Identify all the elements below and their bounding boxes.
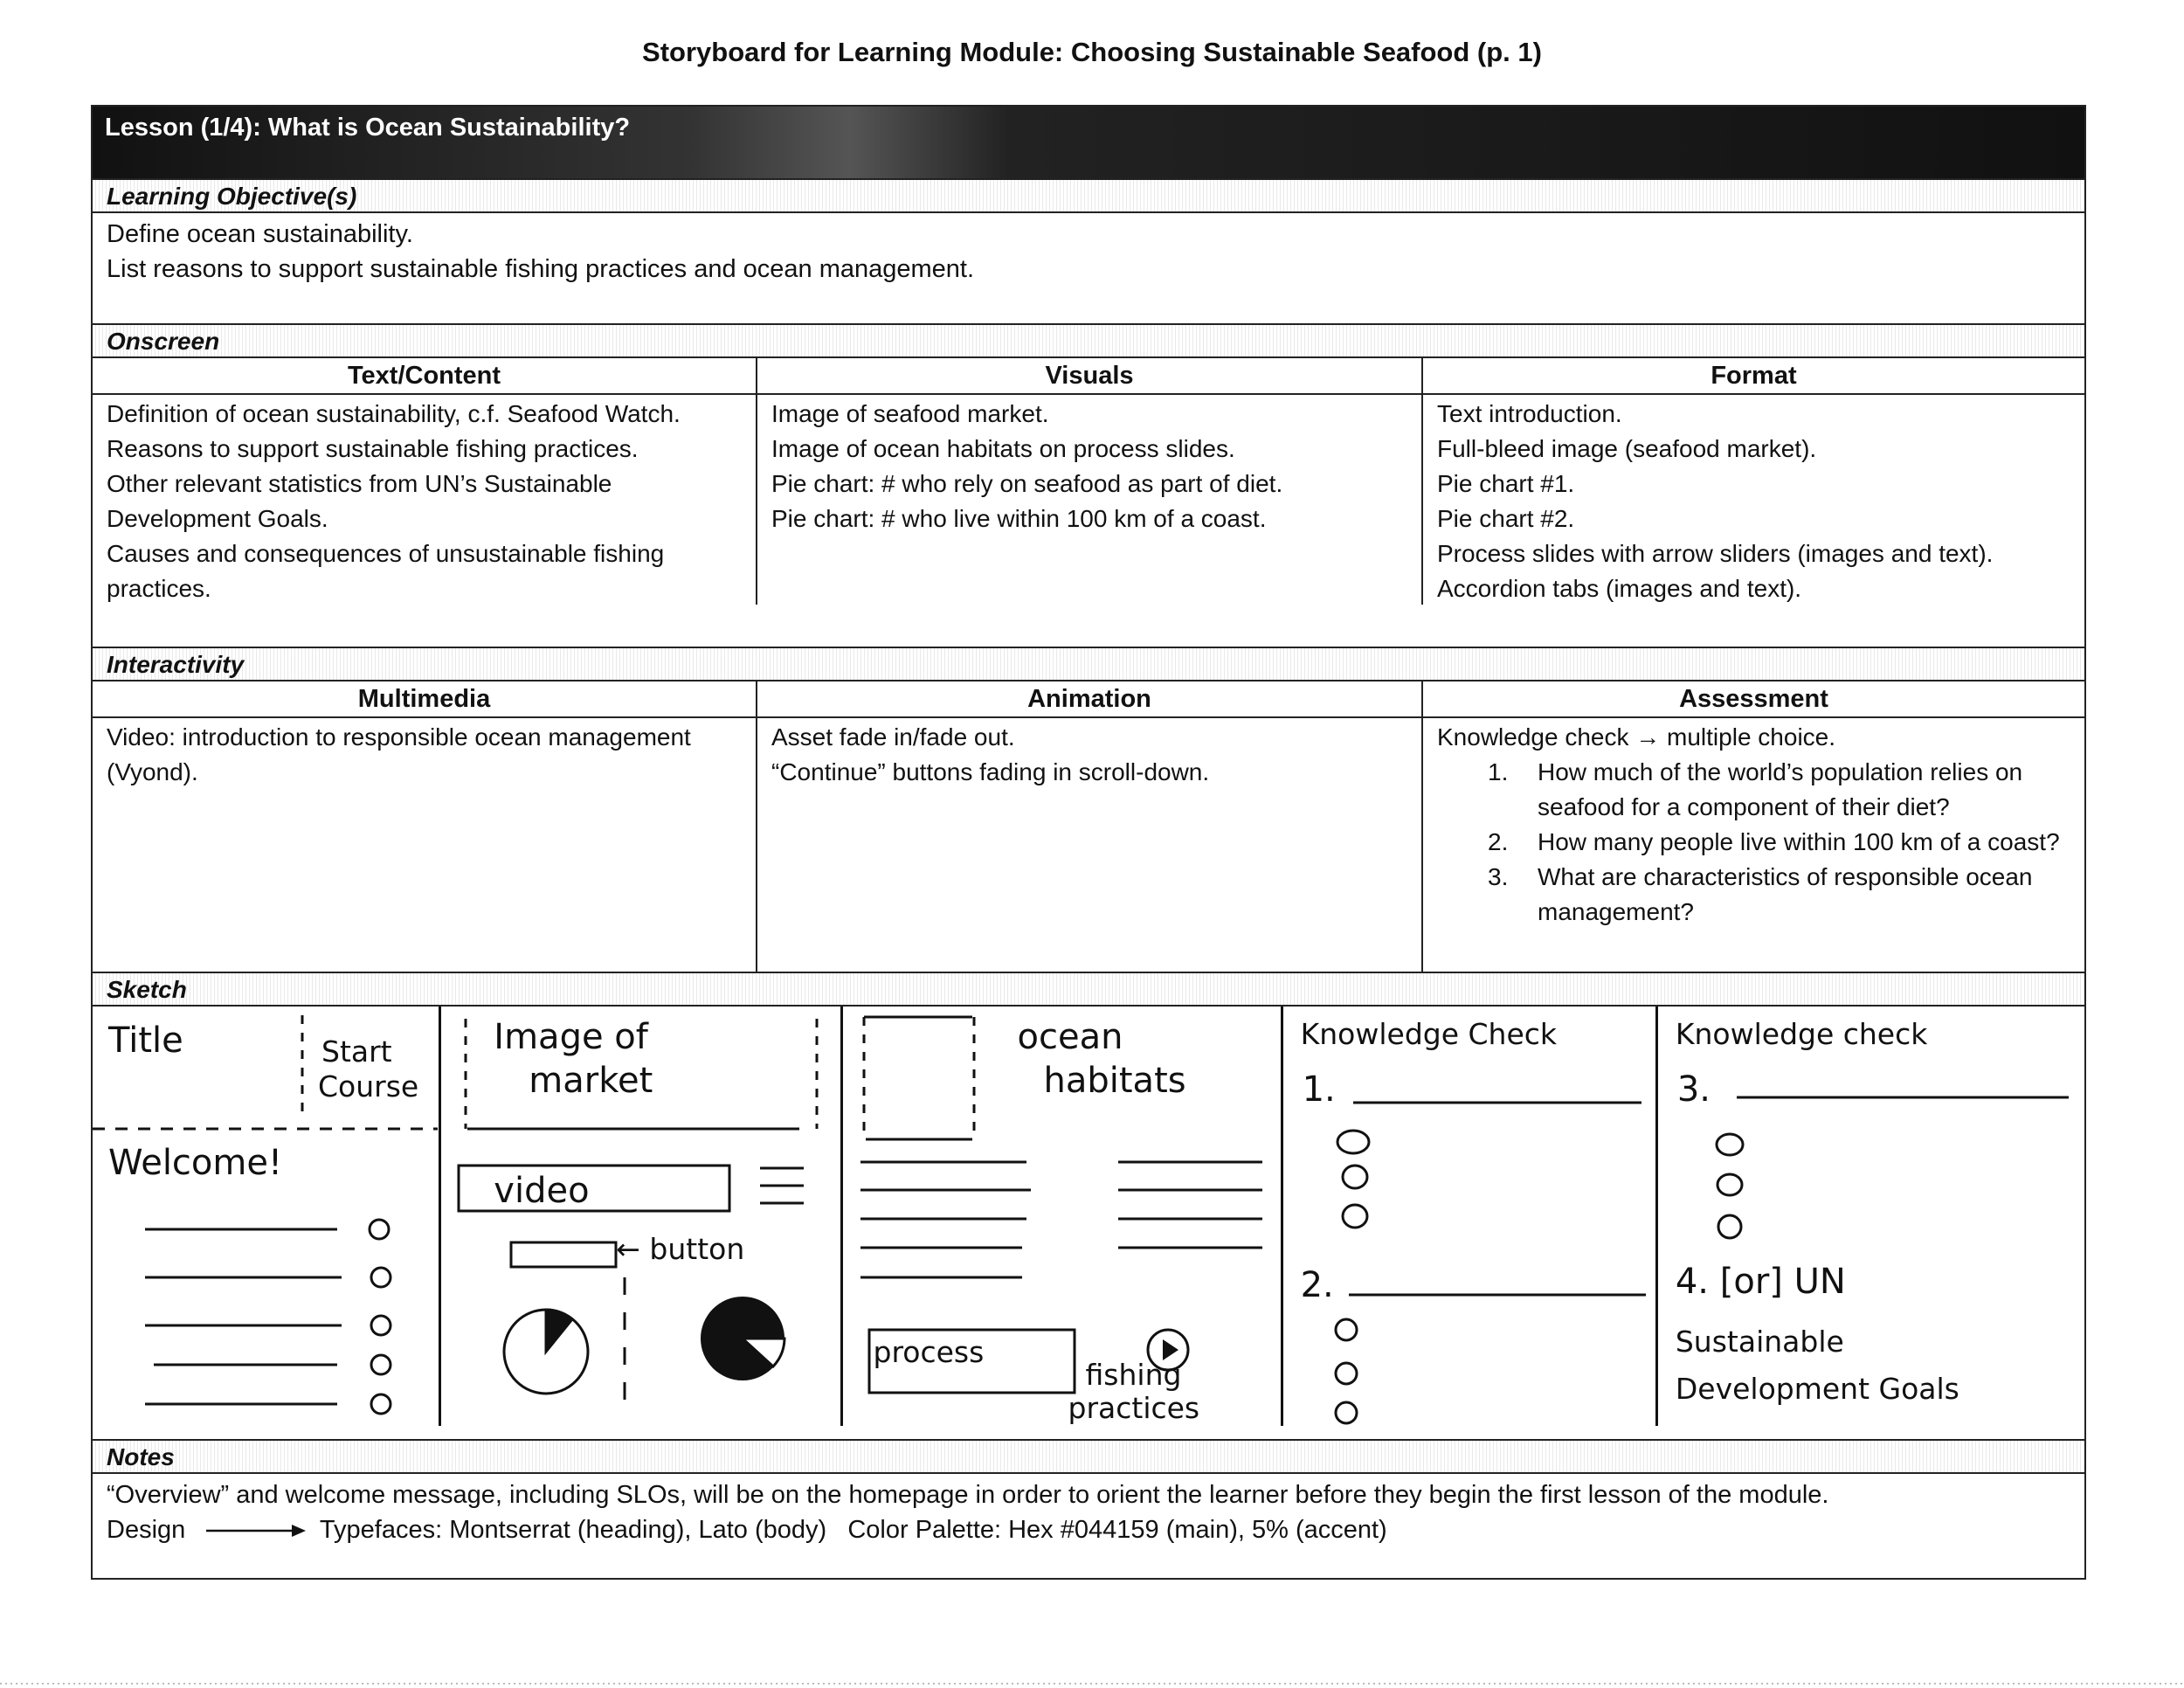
list-item: 3. What are characteristics of responsible ocean management? [1488,863,2033,925]
design-details: Typefaces: Montserrat (heading), Lato (body) Color Palette: Hex #044159 (main), 5% (accent) [319,1516,1387,1544]
sketch-fishing: fishing [1085,1358,1182,1392]
sketch-knowledge-check: Knowledge check [1675,1017,1928,1051]
lesson-title-bar: Lesson (1/4): What is Ocean Sustainability? [93,107,2084,178]
learning-objectives [93,213,2084,287]
content-line: Pie chart: # who live within 100 km of a coast. [771,505,1267,532]
sketch-title: Title [108,1020,183,1061]
content-line: Pie chart #1. [1437,470,1575,497]
scan-edge [0,1683,2184,1685]
sketch-ocean: ocean [1017,1017,1123,1057]
interactivity-grid [93,681,2084,972]
column-header: Assessment [1423,681,2084,718]
objective-line: List reasons to support sustainable fishing practices and ocean management. [107,255,975,283]
sketch-quiz-drawing [1283,1007,1659,1426]
sketch-market-drawing [441,1007,843,1426]
content-line: Accordion tabs (images and text). [1437,575,1802,602]
page-title: Storyboard for Learning Module: Choosing Sustainable Seafood (p. 1) [642,37,1542,67]
content-line: Pie chart: # who rely on seafood as part of diet. [771,470,1283,497]
arrow-right-icon [206,1522,308,1539]
onscreen-grid [93,358,2084,605]
sketch-habitats-drawing [843,1007,1284,1426]
sketch-process: process [873,1335,985,1369]
column-header: Multimedia [93,681,756,718]
sketch-welcome: Welcome! [108,1143,283,1183]
content-line: Reasons to support sustainable fishing practices. [107,435,639,462]
content-line: Image of seafood market. [771,400,1049,427]
animation-column [757,681,1423,972]
sketch-quiz-drawing [1658,1007,2085,1426]
sketch-panel-welcome [93,1007,441,1426]
notes-block [93,1474,2084,1547]
content-line: Causes and consequences of unsustainable fishing practices. [107,540,665,602]
list-item: 1. How much of the world’s population relies on seafood for a component of their diet? [1488,758,2023,820]
design-label: Design [107,1516,186,1544]
column-header: Text/Content [93,358,756,395]
sketch-sustainable: Sustainable [1675,1325,1844,1359]
sketch-panel-market [441,1007,842,1426]
sketch-q1: 1. [1302,1069,1336,1110]
sketch-course: Course [318,1069,419,1103]
column-header: Visuals [757,358,1421,395]
content-line: Process slides with arrow sliders (images and text). [1437,540,1994,567]
sketch-image-of: Image of [494,1017,648,1057]
list-item: 2. How many people live within 100 km of a coast? [1488,828,2060,855]
assessment-column [1423,681,2084,972]
content-line: Video: introduction to responsible ocean management (Vyond). [107,723,691,785]
sketch-q4: 4. [or] UN [1675,1262,1846,1302]
content-line: Text introduction. [1437,400,1622,427]
sketch-welcome-drawing [93,1007,442,1426]
sketch-label: Sketch [93,972,2084,1007]
sketch-panel-knowledge-check-1 [1283,1007,1658,1426]
onscreen-label: Onscreen [93,323,2084,358]
content-line: Asset fade in/fade out. [771,723,1015,751]
sketch-panel-habitats [843,1007,1283,1426]
sketch-habitats: habitats [1043,1061,1186,1101]
notes-label: Notes [93,1439,2084,1474]
sketch-practices: practices [1068,1391,1200,1425]
sketch-q3: 3. [1676,1069,1711,1110]
content-line: Full-bleed image (seafood market). [1437,435,1817,462]
sketch-button: ← button [616,1232,745,1266]
sketch-q2: 2. [1300,1265,1334,1305]
content-line: Definition of ocean sustainability, c.f. Seafood Watch. [107,400,681,427]
sketch-area [93,1007,2084,1426]
sketch-market: market [529,1061,653,1101]
content-line: Pie chart #2. [1437,505,1575,532]
sketch-development-goals: Development Goals [1675,1372,1959,1406]
content-line: “Continue” buttons fading in scroll-down. [771,758,1210,785]
objective-line: Define ocean sustainability. [107,220,413,248]
multimedia-column [93,681,757,972]
storyboard-sheet [91,105,2086,1580]
sketch-start: Start [321,1034,392,1069]
column-header: Animation [757,681,1421,718]
sketch-knowledge-check: Knowledge Check [1300,1017,1558,1051]
content-line: Other relevant statistics from UN’s Sustainable Development Goals. [107,470,612,532]
assessment-intro: Knowledge check → multiple choice. [1437,723,1836,751]
column-header: Format [1423,358,2084,395]
interactivity-label: Interactivity [93,647,2084,681]
content-line: Image of ocean habitats on process slides. [771,435,1235,462]
sketch-panel-knowledge-check-2 [1658,1007,2084,1426]
design-line [107,1512,2084,1547]
learning-objectives-label: Learning Objective(s) [93,178,2084,213]
sketch-video: video [494,1171,590,1211]
format-column [1423,358,2084,605]
text-content-column [93,358,757,605]
question-list [1437,755,2072,930]
notes-line: “Overview” and welcome message, including SLOs, will be on the homepage in order to orient the learner before they begin the first lesson of the module. [107,1481,1829,1509]
visuals-column [757,358,1423,605]
